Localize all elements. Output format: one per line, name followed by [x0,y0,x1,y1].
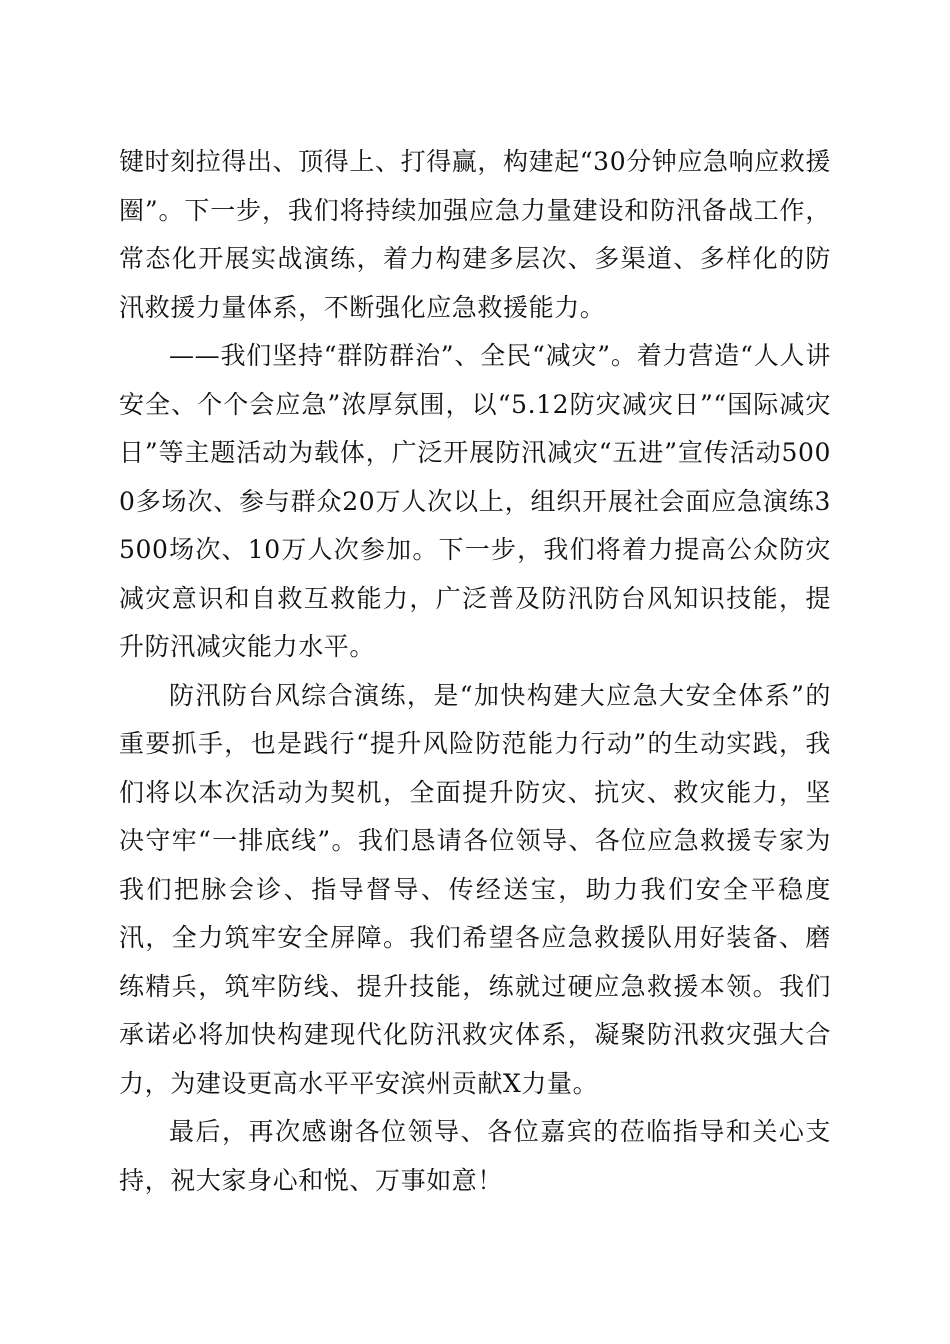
paragraph-2: ——我们坚持“群防群治”、全民“减灾”。着力营造“人人讲安全、个个会应急”浓厚氛围，以“5.12防灾减灾日”“国际减灾日”等主题活动为载体，广泛开展防汛减灾“五进”宣传活动5000多场次、参与群众20万人次以上，组织开展社会面应急演练3500场次、10万人次参加。下一步，我们将着力提高公众防灾减灾意识和自救互救能力，广泛普及防汛防台风知识技能，提升防汛减灾能力水平。 [119,341,831,661]
paragraph-4: 最后，再次感谢各位领导、各位嘉宾的莅临指导和关心支持，祝大家身心和悦、万事如意！ [119,1117,831,1195]
paragraph-1: 键时刻拉得出、顶得上、打得赢，构建起“30分钟应急响应救援圈”。下一步，我们将持续加强应急力量建设和防汛备战工作，常态化开展实战演练，着力构建多层次、多渠道、多样化的防汛救援力量体系，不断强化应急救援能力。 [119,147,831,322]
document-body [119,138,831,1205]
paragraph-3: 防汛防台风综合演练，是“加快构建大应急大安全体系”的重要抓手，也是践行“提升风险防范能力行动”的生动实践，我们将以本次活动为契机，全面提升防灾、抗灾、救灾能力，坚决守牢“一排底线”。我们恳请各位领导、各位应急救援专家为我们把脉会诊、指导督导、传经送宝，助力我们安全平稳度汛，全力筑牢安全屏障。我们希望各应急救援队用好装备、磨练精兵，筑牢防线、提升技能，练就过硬应急救援本领。我们承诺必将加快构建现代化防汛救灾体系，凝聚防汛救灾强大合力，为建设更高水平平安滨州贡献X力量。 [119,680,831,1098]
